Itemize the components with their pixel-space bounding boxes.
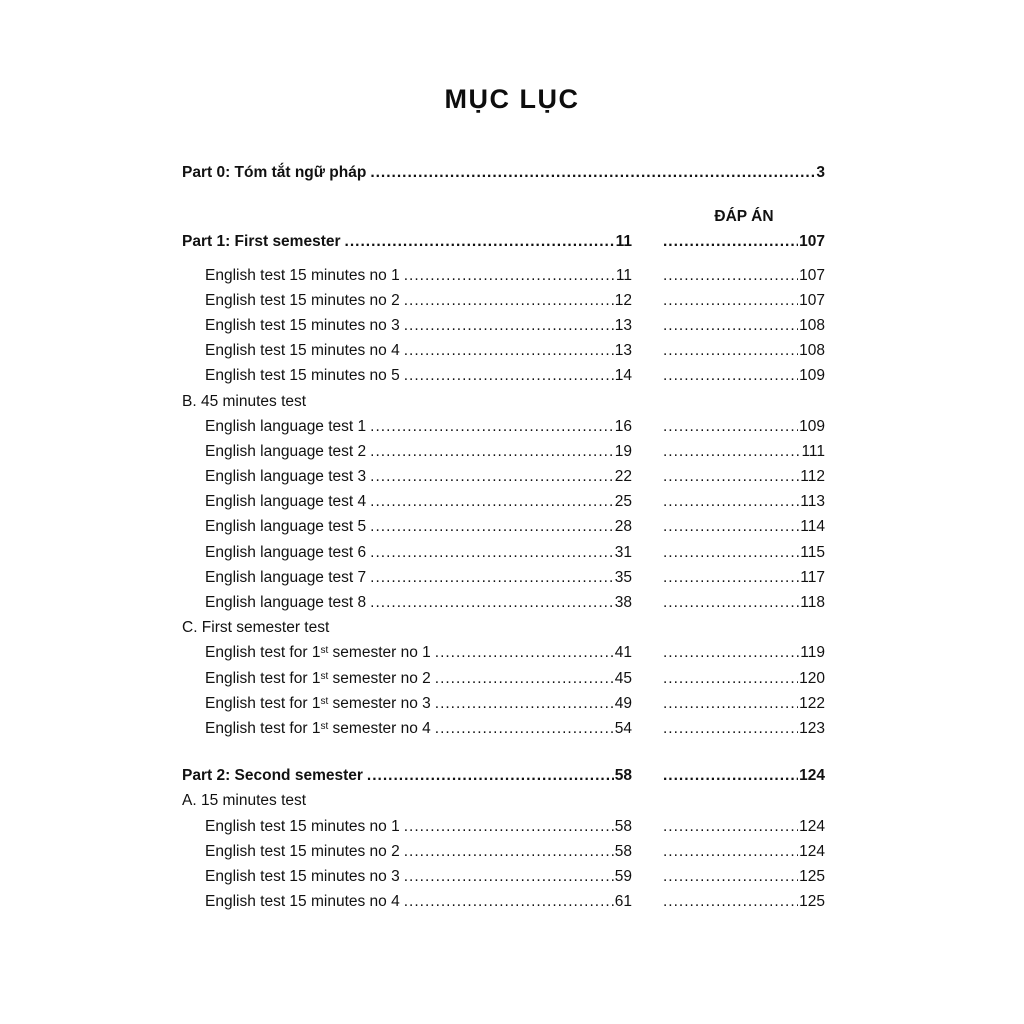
answer-cell: [663, 818, 825, 836]
entry-label: [205, 670, 431, 688]
page-number: 58: [614, 817, 632, 835]
dot-leader: [435, 695, 614, 713]
answer-dot-leader: [663, 493, 799, 511]
dot-leader: [370, 443, 614, 461]
entry-label: [205, 443, 366, 461]
entry-label: [205, 367, 400, 385]
page-title: MỤC LỤC: [444, 84, 580, 114]
dot-leader: [435, 720, 614, 738]
entry-label-text: English language test 3: [205, 468, 367, 486]
entry-label-text: English test 15 minutes no 5: [205, 367, 400, 385]
entry-label: [205, 818, 400, 836]
dot-leader: [404, 342, 614, 360]
entry-label-text: English language test 2: [205, 442, 367, 460]
answer-page-number: 118: [800, 594, 825, 611]
page-number: 12: [614, 291, 632, 309]
entry-label-text: Part 0: Tóm tắt ngữ pháp: [182, 164, 367, 181]
entry-label: [205, 644, 431, 662]
toc-entry-item: [182, 267, 825, 292]
answer-cell: [663, 443, 825, 461]
answer-page-number: 111: [801, 442, 825, 460]
answer-dot-leader: [663, 644, 799, 662]
page-number: 13: [614, 316, 632, 334]
page-number: 13: [614, 342, 632, 360]
page-number: 45: [614, 669, 632, 687]
answer-page-number: 125: [799, 893, 825, 911]
answer-dot-leader: [663, 443, 800, 461]
page-number: 38: [614, 594, 632, 611]
answer-page-number: 119: [800, 644, 825, 662]
answer-cell: [663, 233, 825, 251]
answer-cell: [663, 644, 825, 662]
dot-leader: [404, 267, 615, 285]
entry-label: [205, 292, 400, 310]
answer-page-number: 115: [800, 543, 825, 561]
entry-label-superscript: st: [320, 645, 329, 657]
entry-label: [205, 594, 366, 612]
entry-label: [182, 393, 306, 411]
toc-entry-item: [182, 868, 825, 893]
entry-label: [205, 868, 400, 886]
answer-cell: [663, 695, 825, 713]
answer-dot-leader: [663, 317, 798, 335]
answer-dot-leader: [663, 893, 798, 911]
entry-label-text: English test 15 minutes no 1: [205, 266, 400, 284]
dot-leader: [404, 818, 614, 836]
answer-page-number: 117: [800, 568, 825, 586]
dot-leader: [404, 843, 614, 861]
dot-leader: [345, 233, 615, 251]
entry-label: [205, 493, 366, 511]
answer-dot-leader: [663, 695, 798, 713]
answer-page-number: 124: [799, 767, 825, 785]
entry-label: [182, 792, 306, 810]
toc-entry-item: [182, 695, 825, 720]
page-number: 11: [615, 233, 632, 251]
entry-label-text: English test for 1: [205, 719, 321, 737]
page-number: 22: [614, 468, 632, 486]
answer-page-number: 120: [799, 669, 825, 687]
page-number: 19: [614, 442, 632, 460]
toc-entry-item: [182, 569, 825, 594]
answer-cell: [663, 267, 825, 285]
entry-label: [205, 518, 366, 536]
answer-page-number: 113: [800, 493, 825, 511]
toc-entry-part: [182, 767, 825, 792]
dot-leader: [435, 670, 614, 688]
dot-leader: [404, 317, 614, 335]
dot-leader: [404, 868, 614, 886]
entry-label-text: English language test 5: [205, 518, 367, 536]
answer-dot-leader: [663, 267, 798, 285]
entry-label-superscript: st: [320, 670, 329, 682]
entry-label-text: English test 15 minutes no 1: [205, 817, 400, 835]
page-number: 28: [614, 518, 632, 536]
answer-page-number: 123: [799, 719, 825, 737]
entry-label-text: English test for 1: [205, 694, 321, 712]
answer-page-number: 108: [799, 342, 825, 360]
toc-entry-section: [182, 792, 825, 817]
entry-label: [205, 418, 366, 436]
answer-cell: [663, 493, 825, 511]
page-number: 61: [614, 893, 632, 911]
toc-entry-item: [182, 493, 825, 518]
answer-page-number: 124: [799, 842, 825, 860]
toc-entry-item: [182, 367, 825, 392]
entry-label-text: English test 15 minutes no 2: [205, 291, 400, 309]
toc-entry-section: [182, 393, 825, 418]
answer-dot-leader: [663, 342, 798, 360]
table-of-contents: [182, 164, 825, 918]
entry-label-text: English language test 8: [205, 594, 367, 611]
toc-entry-item: [182, 342, 825, 367]
answer-cell: [663, 868, 825, 886]
page-number: 31: [614, 543, 632, 561]
answer-page-number: 112: [800, 468, 825, 486]
toc-entry-section: [182, 619, 825, 644]
entry-label-text: English test 15 minutes no 4: [205, 342, 400, 360]
toc-entry-answer_header: [182, 208, 825, 233]
page-number: 35: [614, 568, 632, 586]
page-number: 25: [614, 493, 632, 511]
answer-dot-leader: [663, 569, 799, 587]
answer-cell: [663, 518, 825, 536]
toc-entry-item: [182, 418, 825, 443]
page-number: 58: [614, 842, 632, 860]
answer-dot-leader: [663, 292, 798, 310]
toc-entry-item: [182, 443, 825, 468]
entry-label: [205, 893, 400, 911]
dot-leader: [370, 418, 614, 436]
page-number: 58: [614, 767, 632, 785]
dot-leader: [367, 767, 614, 785]
entry-label-superscript: st: [320, 695, 329, 707]
answer-cell: [663, 468, 825, 486]
dot-leader: [370, 594, 614, 612]
page-number: 49: [614, 694, 632, 712]
answer-cell: [663, 317, 825, 335]
toc-entry-item: [182, 843, 825, 868]
answer-dot-leader: [663, 767, 798, 785]
answer-dot-leader: [663, 544, 799, 562]
dot-leader: [370, 493, 614, 511]
toc-entries: [182, 164, 825, 918]
entry-label: [205, 569, 366, 587]
toc-entry-item: [182, 644, 825, 669]
toc-entry-item: [182, 818, 825, 843]
dot-leader: [404, 893, 614, 911]
answer-dot-leader: [663, 670, 798, 688]
entry-label: [205, 720, 431, 738]
answer-cell: [663, 893, 825, 911]
page-number: 11: [615, 266, 632, 284]
answer-page-number: 114: [800, 518, 825, 536]
entry-label-text: semester no 4: [328, 719, 431, 737]
answer-cell: [663, 594, 825, 612]
toc-entry-part: [182, 164, 825, 189]
entry-label-text: English language test 6: [205, 543, 367, 561]
entry-label-text: semester no 1: [328, 644, 431, 662]
dot-leader: [370, 468, 614, 486]
entry-label-text: English test 15 minutes no 2: [205, 842, 400, 860]
answer-cell: [663, 670, 825, 688]
entry-label-superscript: st: [320, 720, 329, 732]
entry-label: [182, 164, 366, 182]
answer-cell: [663, 292, 825, 310]
answer-cell: [663, 569, 825, 587]
entry-label: [205, 468, 366, 486]
answer-page-number: 107: [799, 233, 825, 251]
answer-dot-leader: [663, 468, 799, 486]
toc-entry-part: [182, 233, 825, 258]
entry-label: [182, 767, 363, 785]
entry-label-text: semester no 3: [328, 694, 431, 712]
answer-cell: [663, 544, 825, 562]
entry-label: [205, 544, 366, 562]
answer-page-number: 107: [799, 291, 825, 309]
entry-label: [205, 695, 431, 713]
answer-cell: [663, 843, 825, 861]
toc-entry-item: [182, 544, 825, 569]
answer-dot-leader: [663, 367, 798, 385]
entry-label: [182, 233, 341, 251]
toc-entry-item: [182, 292, 825, 317]
page-number: 14: [614, 367, 632, 385]
entry-label-text: English test 15 minutes no 3: [205, 867, 400, 885]
dot-leader: [404, 292, 614, 310]
answer-dot-leader: [663, 818, 798, 836]
answer-dot-leader: [663, 233, 798, 251]
entry-label: [205, 342, 400, 360]
entry-label-text: semester no 2: [328, 669, 431, 687]
page-number: 16: [614, 417, 632, 435]
answer-page-number: 109: [799, 417, 825, 435]
page-number: 41: [614, 644, 632, 662]
dot-leader: [370, 569, 614, 587]
answer-dot-leader: [663, 518, 799, 536]
entry-label-text: English test for 1: [205, 669, 321, 687]
entry-label: [205, 317, 400, 335]
answer-dot-leader: [663, 720, 798, 738]
entry-label-text: A. 15 minutes test: [182, 792, 307, 810]
answer-cell: [663, 418, 825, 436]
entry-label-text: C. First semester test: [182, 619, 330, 637]
entry-label: [182, 619, 329, 637]
answer-page-number: 108: [799, 316, 825, 334]
answer-dot-leader: [663, 594, 799, 612]
page-number: 54: [614, 719, 632, 737]
answer-dot-leader: [663, 868, 798, 886]
entry-label-text: English language test 1: [205, 417, 367, 435]
entry-label-text: Part 1: First semester: [182, 233, 341, 251]
dot-leader: [435, 644, 614, 662]
page-number: 59: [614, 867, 632, 885]
entry-label: [205, 843, 400, 861]
entry-label-text: English test 15 minutes no 4: [205, 893, 400, 911]
dot-leader: [370, 164, 815, 182]
answer-page-number: 122: [799, 694, 825, 712]
entry-label-text: Part 2: Second semester: [182, 767, 363, 785]
toc-entry-item: [182, 893, 825, 918]
entry-label-text: English language test 7: [205, 568, 367, 586]
toc-entry-item: [182, 670, 825, 695]
toc-entry-item: [182, 594, 825, 619]
answer-page-number: 124: [799, 817, 825, 835]
answer-cell: [663, 720, 825, 738]
answer-cell: [663, 367, 825, 385]
entry-label-text: English test 15 minutes no 3: [205, 316, 400, 334]
dot-leader: [404, 367, 614, 385]
entry-label-text: English language test 4: [205, 493, 367, 511]
answer-cell: [663, 342, 825, 360]
answer-cell: [663, 767, 825, 785]
entry-label-text: English test for 1: [205, 644, 321, 662]
dot-leader: [370, 544, 614, 562]
answer-dot-leader: [663, 843, 798, 861]
toc-entry-item: [182, 720, 825, 745]
toc-entry-item: [182, 518, 825, 543]
toc-entry-item: [182, 468, 825, 493]
answer-page-number: 107: [799, 266, 825, 284]
answer-column-header: ĐÁP ÁN: [714, 208, 774, 226]
answer-page-number: 109: [799, 367, 825, 385]
toc-entry-item: [182, 317, 825, 342]
answer-page-number: 125: [799, 867, 825, 885]
dot-leader: [370, 518, 614, 536]
entry-label: [205, 267, 400, 285]
page-number: 3: [816, 164, 825, 181]
entry-label-text: B. 45 minutes test: [182, 392, 307, 410]
answer-dot-leader: [663, 418, 798, 436]
